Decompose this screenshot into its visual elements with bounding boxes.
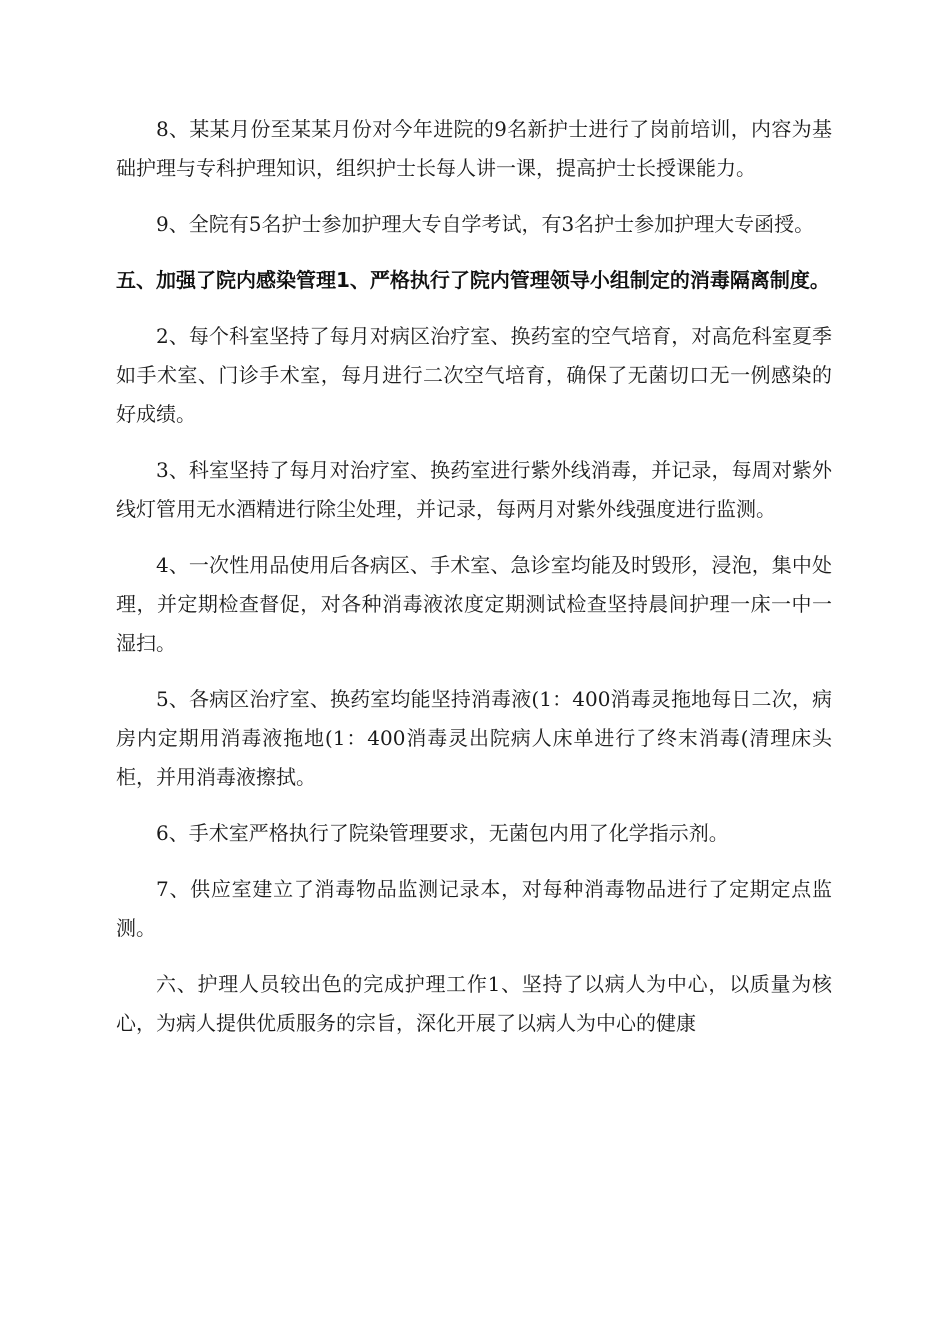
paragraph-3-uv-disinfection: 3、科室坚持了每月对治疗室、换药室进行紫外线消毒，并记录，每周对紫外线灯管用无水酒精进行除尘处理，并记录，每两月对紫外线强度进行监测。 — [116, 458, 832, 521]
paragraph-9-nurse-exams: 9、全院有5名护士参加护理大专自学考试，有3名护士参加护理大专函授。 — [156, 212, 815, 236]
paragraph-5-disinfectant-use: 5、各病区治疗室、换药室均能坚持消毒液(1：400消毒灵拖地每日二次，病房内定期用消毒液拖地(1：400消毒灵出院病人床单进行了终末消毒(清理床头柜，并用消毒液擦拭。 — [116, 687, 832, 789]
section-heading-infection-management: 五、加强了院内感染管理1、严格执行了院内管理领导小组制定的消毒隔离制度。 — [116, 268, 830, 292]
paragraph-4-disposable-items: 4、一次性用品使用后各病区、手术室、急诊室均能及时毁形，浸泡，集中处理，并定期检查督促，对各种消毒液浓度定期测试检查坚持晨间护理一床一中一湿扫。 — [116, 553, 832, 655]
paragraph-6-operating-room: 6、手术室严格执行了院染管理要求，无菌包内用了化学指示剂。 — [156, 821, 729, 845]
paragraph-2-air-culture: 2、每个科室坚持了每月对病区治疗室、换药室的空气培育，对高危科室夏季如手术室、门诊手术室，每月进行二次空气培育，确保了无菌切口无一例感染的好成绩。 — [116, 324, 832, 426]
document-page — [116, 110, 832, 1060]
paragraph-section-6-nursing-work: 六、护理人员较出色的完成护理工作1、坚持了以病人为中心，以质量为核心，为病人提供优质服务的宗旨，深化开展了以病人为中心的健康 — [116, 972, 832, 1035]
paragraph-7-supply-room: 7、供应室建立了消毒物品监测记录本，对每种消毒物品进行了定期定点监测。 — [116, 877, 832, 940]
paragraph-8-new-nurse-training: 8、某某月份至某某月份对今年进院的9名新护士进行了岗前培训，内容为基础护理与专科护理知识，组织护士长每人讲一课，提高护士长授课能力。 — [116, 117, 832, 180]
